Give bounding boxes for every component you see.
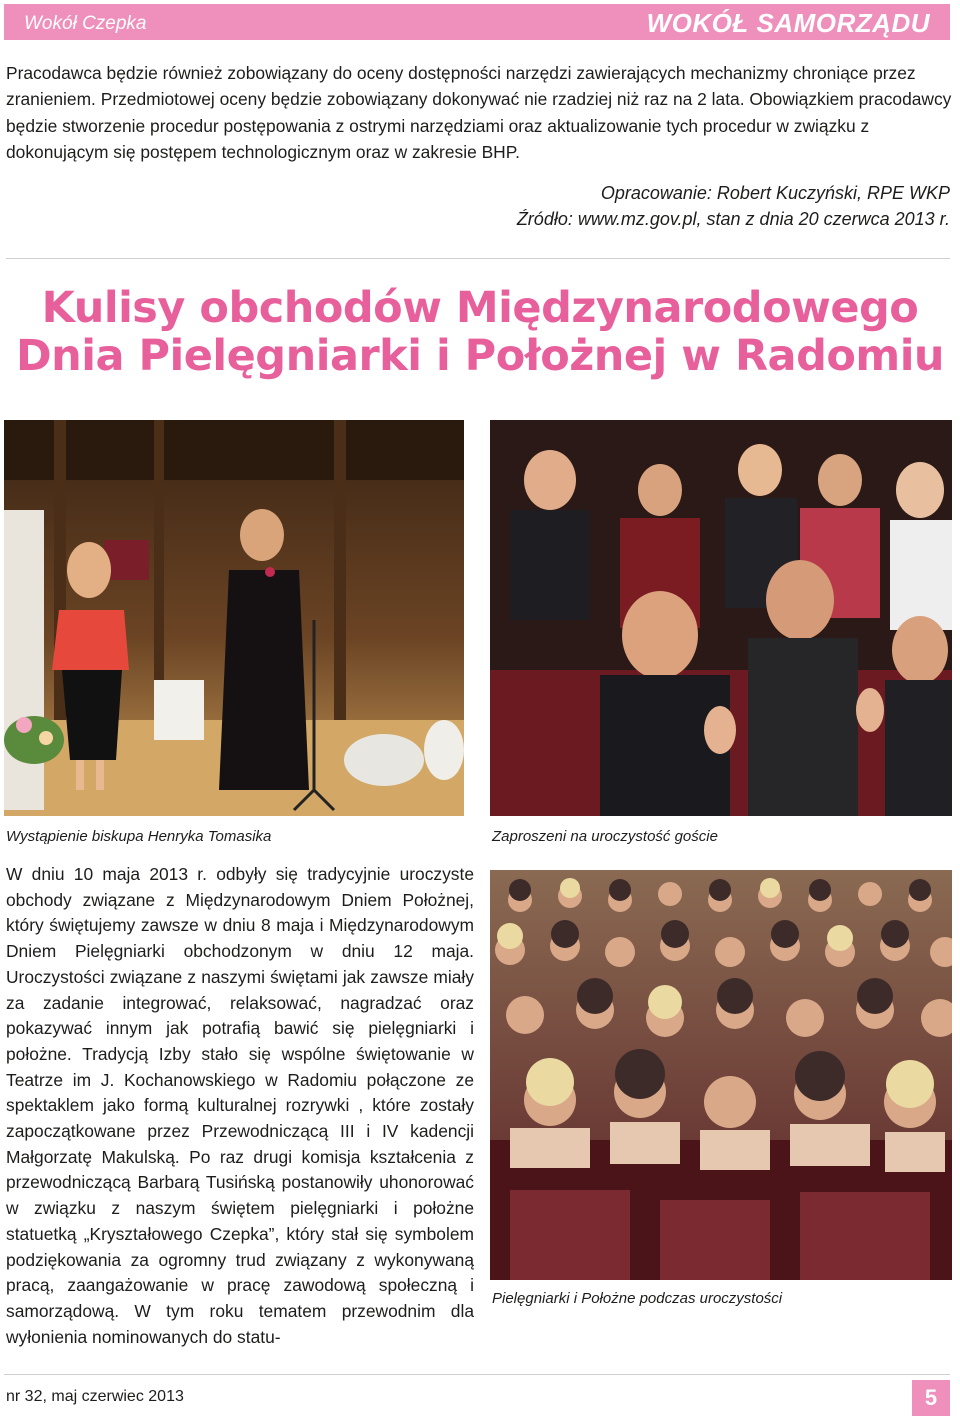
page-number: 5 (912, 1380, 950, 1416)
photo-guests-caption: Zaproszeni na uroczystość goście (492, 828, 718, 845)
header-bar (4, 4, 950, 40)
section-divider (6, 258, 950, 259)
intro-paragraph: Pracodawca będzie również zobowiązany do oceny dostępności narzędzi zawierających mechanizmy chroniące przez zranieniem. Przedmiotowej oceny będzie zobowiązany dokonywać nie rzadziej niż raz na 2 lata. Obowiązkiem pracodawcy będzie stworzenie procedur postępowania z ostrymi narzędziami oraz aktualizowanie tych procedur w związku z dokonującym się postępem technologicznym oraz w zakresie BHP. (6, 63, 952, 162)
photo-stage-caption: Wystąpienie biskupa Henryka Tomasika (6, 828, 272, 845)
section-category: WOKÓŁ SAMORZĄDU (646, 8, 930, 38)
article-title (0, 284, 960, 380)
credits (517, 180, 950, 232)
photo-stage (4, 420, 464, 816)
article-title-line-2: Dnia Pielęgniarki i Położnej w Radomiu (15, 331, 945, 381)
photo-guests-image (490, 420, 952, 816)
photo-guests (490, 420, 952, 816)
issue-info: nr 32, maj czerwiec 2013 (6, 1388, 184, 1405)
photo-stage-image (4, 420, 464, 816)
section-name: Wokół Czepka (24, 13, 147, 34)
article-title-line-1: Kulisy obchodów Międzynarodowego (41, 283, 919, 333)
photo-audience-image (490, 870, 952, 1280)
author-credit: Opracowanie: Robert Kuczyński, RPE WKP (600, 183, 950, 203)
footer-divider (4, 1374, 950, 1375)
photo-audience-caption: Pielęgniarki i Położne podczas uroczystości (492, 1290, 783, 1307)
article-body: W dniu 10 maja 2013 r. odbyły się tradycyjnie uroczyste obchody związane z Międzynarodowym Dniem Położnej, który świętujemy zawsze w dniu 8 maja i Międzynarodowym Dniem Pielęgniarki obchodzonym w dniu 12 maja. Uroczystości związane z naszymi świętami jak zawsze miały za zadanie integrować, relaksować, nagradzać oraz pokazywać innym jak potrafią bawić się pielęgniarki i położne. Tradycją Izby stało się wspólne świętowanie w Teatrze im J. Kochanowskiego w Radomiu połączone ze spektaklem jako formą kulturalnej rozrywki , które zostały zapoczątkowane przez Przewodniczącą III i IV kadencji Małgorzatę Makulską. Po raz drugi komisja kształcenia z przewodniczącą Barbarą Tusińską postanowiły uhonorować w związku z naszym świętem pielęgniarki i położne statuetką „Kryształowego Czepka”, który stał się symbolem podziękowania za ogromny trud związany z wykonywaną pracą, zaangażowanie w pracę zawodową społeczną i samorządową. W tym roku tematem przewodnim dla wyłonienia nominowanych do statu- (6, 864, 474, 1347)
photo-audience (490, 870, 952, 1280)
source-credit: Źródło: www.mz.gov.pl, stan z dnia 20 czerwca 2013 r. (516, 209, 950, 229)
